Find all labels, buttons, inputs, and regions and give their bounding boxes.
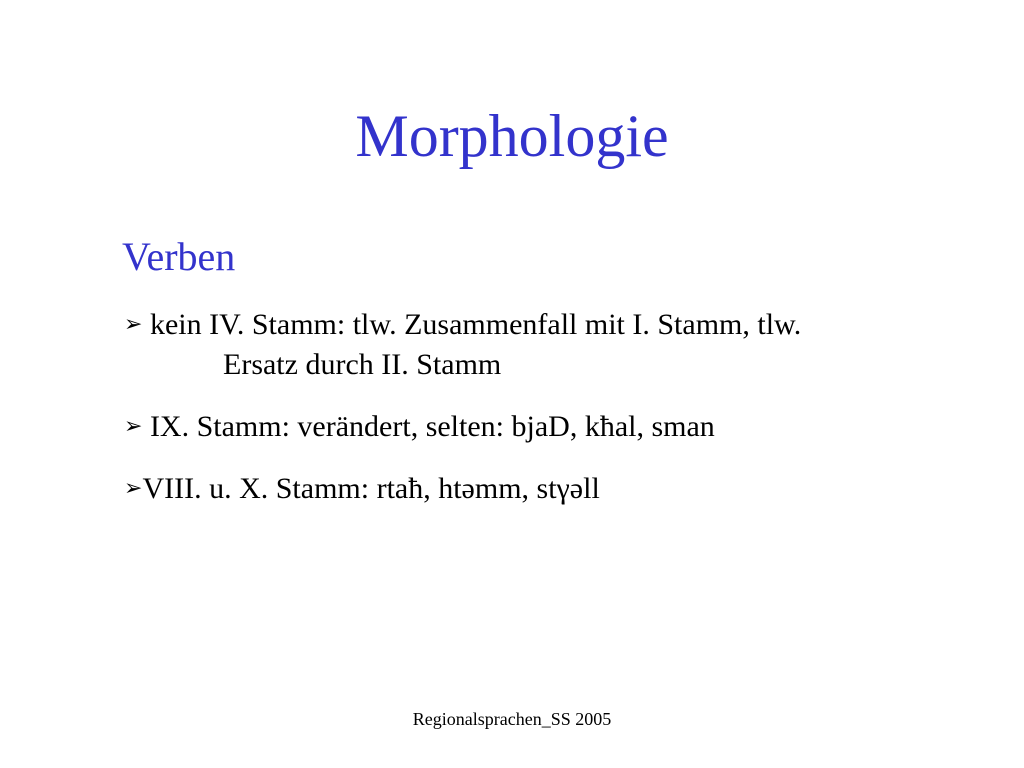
bullet-continuation-text: Ersatz durch II. Stamm — [223, 348, 502, 381]
arrow-bullet-icon: ➢ — [124, 476, 143, 501]
bullet-text: VIII. u. X. Stamm: rtaħ, htəmm, stγəll — [142, 472, 600, 505]
slide-footer: Regionalsprachen_SS 2005 — [412, 709, 612, 729]
slide-title: Morphologie — [355, 103, 669, 169]
section-heading: Verben — [122, 234, 236, 279]
bullet-text: kein IV. Stamm: tlw. Zusammenfall mit I. Stamm, tlw. — [149, 308, 802, 341]
arrow-bullet-icon: ➢ — [124, 312, 143, 337]
bullet-text: IX. Stamm: verändert, selten: bjaD, kħal, sman — [149, 410, 715, 443]
arrow-bullet-icon: ➢ — [124, 414, 143, 439]
